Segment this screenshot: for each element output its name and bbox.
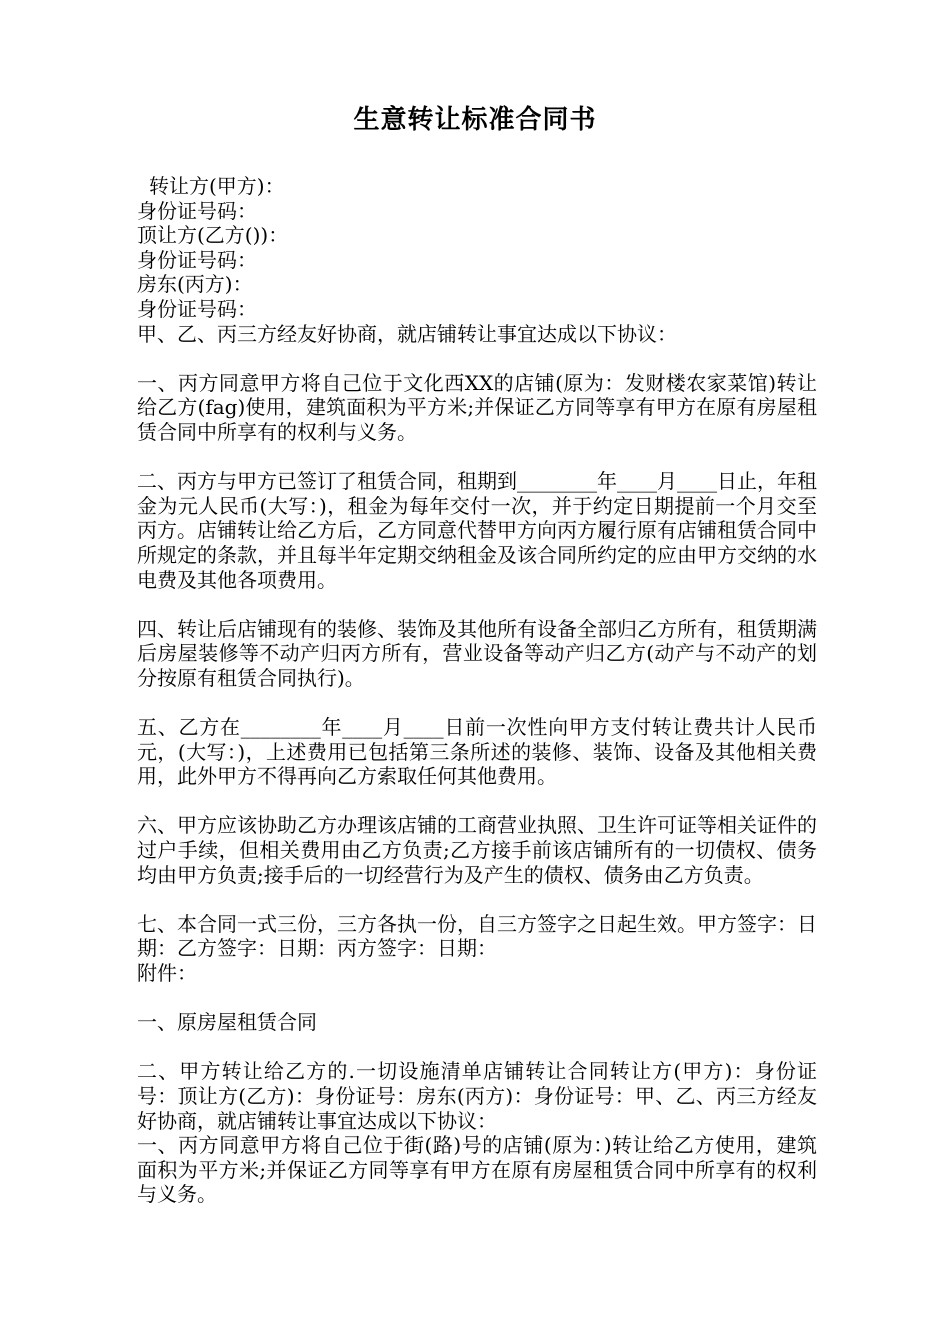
spacer	[137, 789, 817, 814]
clause-6: 六、甲方应该协助乙方办理该店铺的工商营业执照、卫生许可证等相关证件的过户手续，但相关费用由乙方负责;乙方接手前该店铺所有的一切债权、债务均由甲方负责;接手后的一切经营行为及产生的债权、债务由乙方负责。	[137, 813, 817, 887]
clause-5: 五、乙方在________年____月____日前一次性向甲方支付转让费共计人民币元，(大写：)，上述费用已包括第三条所述的装修、装饰、设备及其他相关费用，此外甲方不得再向乙方索取任何其他费用。	[137, 715, 817, 789]
clause-1: 一、丙方同意甲方将自己位于文化西XX的店铺(原为：发财楼农家菜馆)转让给乙方(fag)使用，建筑面积为平方米;并保证乙方同等享有甲方在原有房屋租赁合同中所享有的权利与义务。	[137, 370, 817, 444]
spacer	[137, 346, 817, 371]
transferee-label: 顶让方(乙方())：	[137, 223, 289, 248]
attachment-label: 附件：	[137, 961, 197, 985]
spacer	[137, 445, 817, 470]
transferor-id-label: 身份证号码：	[137, 198, 257, 223]
spacer	[137, 986, 817, 1011]
attachment-item-1: 一、原房屋租赁合同	[137, 1010, 317, 1035]
clause-4: 四、转让后店铺现有的装修、装饰及其他所有设备全部归乙方所有，租赁期满后房屋装修等不动产归丙方所有，营业设备等动产归乙方(动产与不动产的划分按原有租赁合同执行)。	[137, 616, 817, 690]
attachment-item-3: 一、丙方同意甲方将自己位于街(路)号的店铺(原为：)转让给乙方使用，建筑面积为平方米;并保证乙方同等享有甲方在原有房屋租赁合同中所享有的权利与义务。	[137, 1133, 817, 1207]
clause-2: 二、丙方与甲方已签订了租赁合同，租期到________年____月____日止，年租金为元人民币(大写：)，租金为每年交付一次，并于约定日期提前一个月交至丙方。店铺转让给乙方后，乙方同意代替甲方向丙方履行原有店铺租赁合同中所规定的条款，并且每半年定期交纳租金及该合同所约定的应由甲方交纳的水电费及其他各项费用。	[137, 469, 817, 592]
landlord-id-label: 身份证号码：	[137, 296, 257, 321]
attachment-item-2: 二、甲方转让给乙方的.一切设施清单店铺转让合同转让方(甲方)：身份证号：顶让方(乙方)：身份证号：房东(丙方)：身份证号：甲、乙、丙三方经友好协商，就店铺转让事宜达成以下协议：	[137, 1059, 817, 1133]
spacer	[137, 887, 817, 912]
transferor-label: 转让方(甲方)：	[149, 174, 285, 198]
spacer	[137, 690, 817, 715]
document-body	[137, 174, 817, 1207]
landlord-label: 房东(丙方)：	[137, 272, 253, 297]
document-title: 生意转让标准合同书	[353, 105, 597, 135]
agreement-intro: 甲、乙、丙三方经友好协商，就店铺转让事宜达成以下协议：	[137, 321, 677, 346]
spacer	[137, 592, 817, 617]
transferee-id-label: 身份证号码：	[137, 247, 257, 272]
spacer	[137, 1035, 817, 1060]
clause-7: 七、本合同一式三份，三方各执一份，自三方签字之日起生效。甲方签字：日期：乙方签字：日期：丙方签字：日期：	[137, 911, 817, 961]
